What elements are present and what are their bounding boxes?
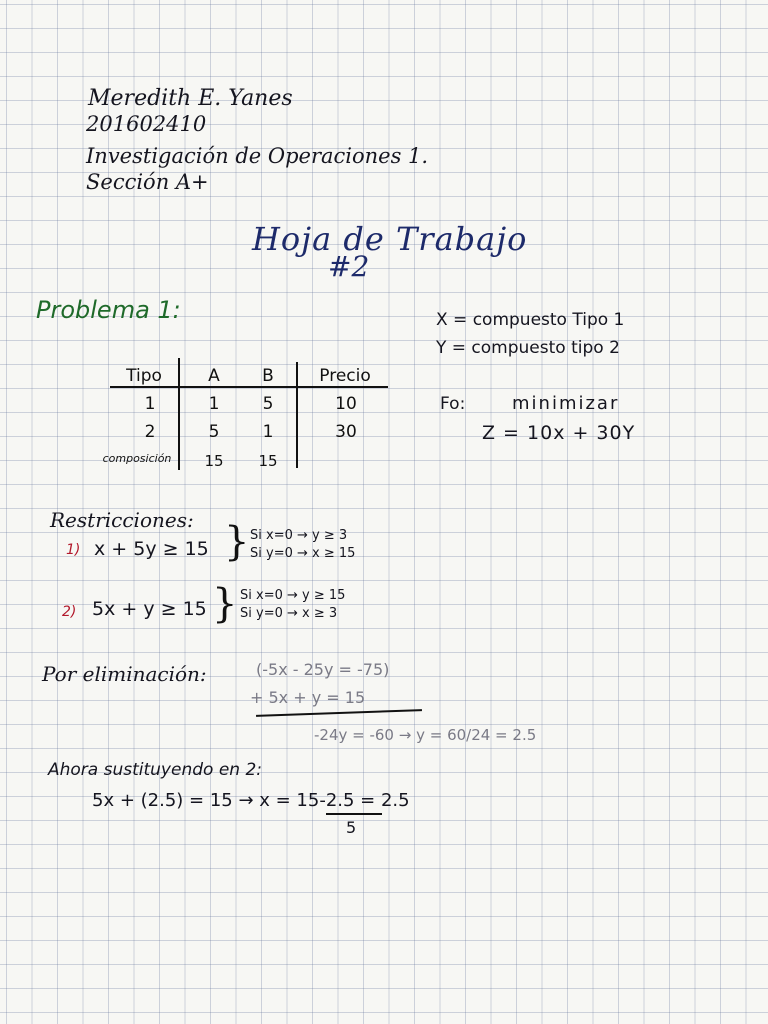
restriction-2-expression: 5x + y ≥ 15 xyxy=(92,598,207,620)
elimination-heading: Por eliminación: xyxy=(42,662,207,686)
restriction-2-number: 2) xyxy=(62,604,77,620)
section-label: Sección A+ xyxy=(86,170,209,194)
elimination-sum-line xyxy=(256,709,422,717)
restriction-2-case-b: Si y=0 → x ≥ 3 xyxy=(240,606,338,621)
worksheet-number: #2 xyxy=(328,250,370,283)
objective-function: Z = 10x + 30Y xyxy=(482,422,636,444)
restriction-2-case-a: Si x=0 → y ≥ 15 xyxy=(240,588,346,603)
restriction-1-case-b: Si y=0 → x ≥ 15 xyxy=(250,546,356,561)
table-cell: 5 xyxy=(208,422,220,442)
table-cell: 10 xyxy=(335,394,357,414)
table-header-a: A xyxy=(208,366,220,386)
composition-table xyxy=(90,356,390,474)
table-divider-2 xyxy=(296,362,298,468)
x-definition: X = compuesto Tipo 1 xyxy=(436,310,625,330)
objective-goal: minimizar xyxy=(512,393,620,414)
table-cell: 5 xyxy=(262,394,274,414)
restriction-1-brace: } xyxy=(224,519,250,565)
table-cell: 15 xyxy=(204,452,224,470)
table-header-b: B xyxy=(262,366,274,386)
worksheet-title: Hoja de Trabajo xyxy=(252,220,528,258)
table-cell: composición xyxy=(102,452,172,465)
table-header-precio: Precio xyxy=(319,366,371,386)
substitution-heading: Ahora sustituyendo en 2: xyxy=(48,760,263,780)
table-header-underline xyxy=(110,386,388,388)
table-cell: 30 xyxy=(335,422,357,442)
substitution-line-1: 5x + (2.5) = 15 → x = 15-2.5 = 2.5 xyxy=(92,790,410,811)
restriction-2-brace: } xyxy=(212,581,238,627)
table-cell: 1 xyxy=(144,394,156,414)
objective-label: Fo: xyxy=(440,394,466,414)
restriction-1-expression: x + 5y ≥ 15 xyxy=(94,538,209,560)
course-name: Investigación de Operaciones 1. xyxy=(86,144,429,168)
elimination-line-3: -24y = -60 → y = 60/24 = 2.5 xyxy=(314,726,537,744)
restrictions-heading: Restricciones: xyxy=(50,508,194,532)
elimination-line-1: (-5x - 25y = -75) xyxy=(256,660,390,679)
problem-label: Problema 1: xyxy=(36,296,181,324)
table-cell: 2 xyxy=(144,422,156,442)
student-id: 201602410 xyxy=(86,112,207,136)
table-cell: 1 xyxy=(208,394,220,414)
table-cell: 1 xyxy=(262,422,274,442)
y-definition: Y = compuesto tipo 2 xyxy=(436,338,620,358)
substitution-denominator: 5 xyxy=(346,818,357,837)
table-cell: 15 xyxy=(258,452,278,470)
restriction-1-case-a: Si x=0 → y ≥ 3 xyxy=(250,528,348,543)
elimination-line-2: + 5x + y = 15 xyxy=(250,688,366,707)
table-header-tipo: Tipo xyxy=(126,366,162,386)
restriction-1-number: 1) xyxy=(66,542,81,558)
fraction-bar xyxy=(326,813,382,815)
student-name: Meredith E. Yanes xyxy=(88,86,293,111)
